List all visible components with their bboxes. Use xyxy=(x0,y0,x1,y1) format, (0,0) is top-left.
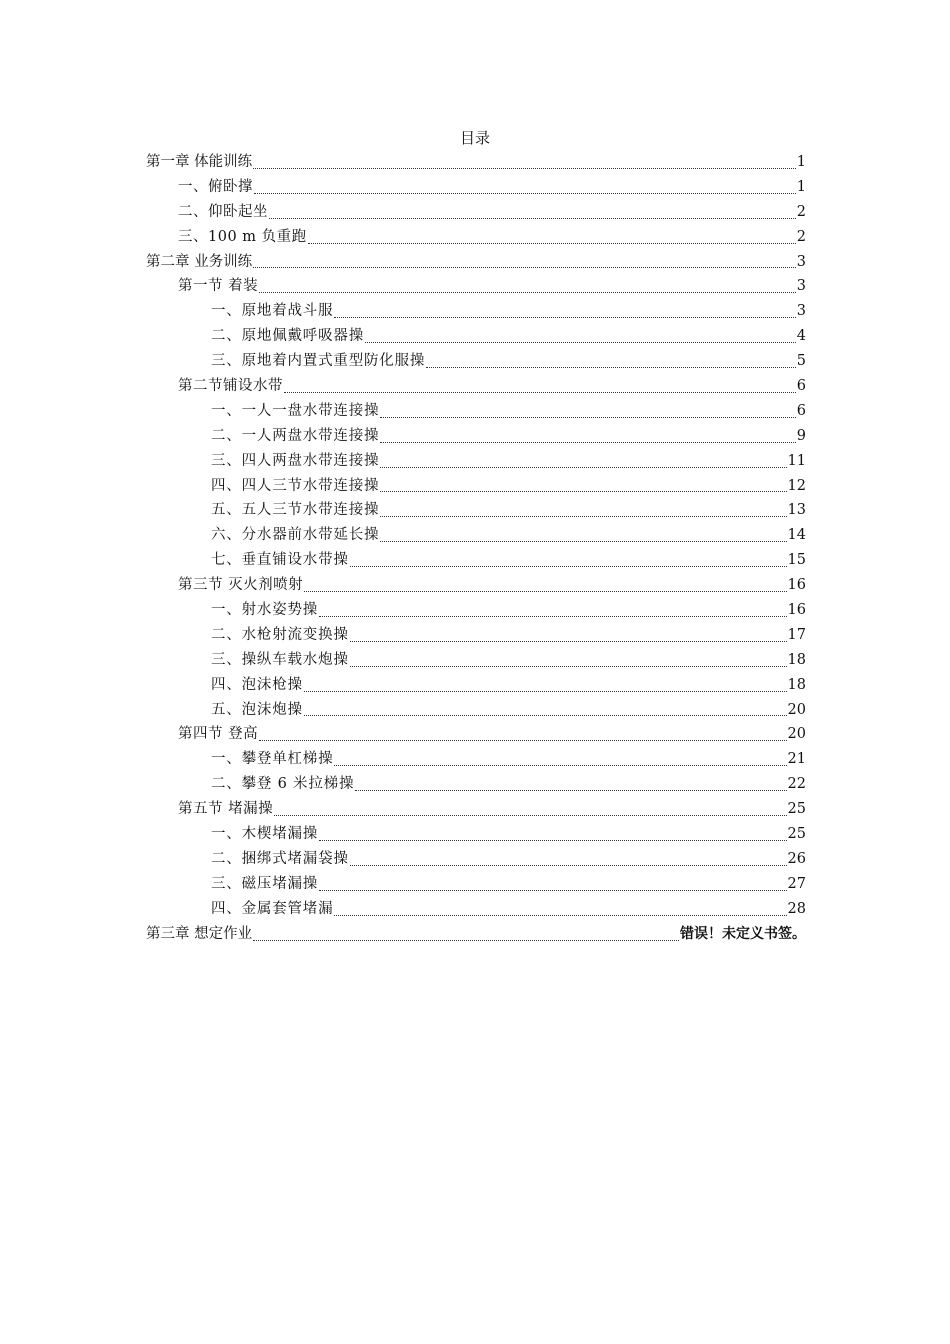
toc-entry-label: 二、捆绑式堵漏袋操 xyxy=(211,850,349,867)
toc-entry[interactable] xyxy=(146,722,806,747)
toc-entry-label: 五、泡沫炮操 xyxy=(211,701,303,718)
toc-entry[interactable] xyxy=(146,648,806,673)
toc-entry-page-number: 20 xyxy=(787,726,806,743)
toc-entry-label: 一、原地着战斗服 xyxy=(211,303,334,320)
toc-entry-page-number: 25 xyxy=(787,801,806,818)
toc-entry-label: 第五节 堵漏操 xyxy=(178,801,274,818)
toc-entry[interactable] xyxy=(146,673,806,698)
toc-entry-label: 四、泡沫枪操 xyxy=(211,676,303,693)
toc-entry[interactable] xyxy=(146,150,806,175)
toc-entry-page-number: 1 xyxy=(796,178,806,195)
dot-leader xyxy=(319,616,786,617)
toc-entry[interactable] xyxy=(146,598,806,623)
toc-entry-page-number: 6 xyxy=(796,378,806,395)
toc-entry-label: 第二章 业务训练 xyxy=(146,253,253,270)
toc-entry[interactable] xyxy=(146,498,806,523)
toc-entry-page-number: 21 xyxy=(787,751,806,768)
toc-entry-label: 三、原地着内置式重型防化服操 xyxy=(211,353,426,370)
toc-entry-label: 第四节 登高 xyxy=(178,726,259,743)
toc-entry-page-number: 25 xyxy=(787,826,806,843)
dot-leader xyxy=(350,666,787,667)
toc-entry-page-number: 17 xyxy=(787,626,806,643)
dot-leader xyxy=(380,491,786,492)
toc-entry[interactable] xyxy=(146,872,806,897)
toc-entry-label: 三、操纵车载水炮操 xyxy=(211,651,349,668)
dot-leader xyxy=(319,890,786,891)
toc-entry-label: 三、100 m 负重跑 xyxy=(178,228,307,245)
dot-leader xyxy=(350,641,787,642)
toc-entry[interactable] xyxy=(146,424,806,449)
toc-entry-page-number: 5 xyxy=(796,353,806,370)
toc-entry-label: 二、原地佩戴呼吸器操 xyxy=(211,328,364,345)
dot-leader xyxy=(259,292,796,293)
dot-leader xyxy=(274,815,786,816)
toc-entry[interactable] xyxy=(146,747,806,772)
toc-entry-page-number: 20 xyxy=(787,701,806,718)
toc-entry[interactable] xyxy=(146,922,806,947)
toc-entry-label: 第一节 着装 xyxy=(178,278,259,295)
toc-entry-label: 三、四人两盘水带连接操 xyxy=(211,452,380,469)
toc-entry[interactable] xyxy=(146,274,806,299)
dot-leader xyxy=(253,168,796,169)
dot-leader xyxy=(350,566,787,567)
toc-entry-label: 第三节 灭火剂喷射 xyxy=(178,577,304,594)
toc-entry[interactable] xyxy=(146,449,806,474)
toc-entry-label: 四、四人三节水带连接操 xyxy=(211,477,380,494)
toc-entry[interactable] xyxy=(146,374,806,399)
toc-entry-page-number: 11 xyxy=(787,452,806,469)
toc-entry[interactable] xyxy=(146,797,806,822)
toc-entry[interactable] xyxy=(146,175,806,200)
toc-entry-page-number: 12 xyxy=(787,477,806,494)
toc-entry-page-number: 2 xyxy=(796,203,806,220)
dot-leader xyxy=(334,317,795,318)
toc-entry-page-number: 6 xyxy=(796,402,806,419)
dot-leader xyxy=(253,267,796,268)
toc-entry-label: 第三章 想定作业 xyxy=(146,925,253,942)
toc-entry-page-number: 16 xyxy=(787,602,806,619)
toc-entry-page-number: 3 xyxy=(796,253,806,270)
toc-entry-label: 二、水枪射流变换操 xyxy=(211,626,349,643)
dot-leader xyxy=(380,467,786,468)
toc-entry-error-text: 错误！未定义书签。 xyxy=(680,925,806,942)
table-of-contents xyxy=(146,150,806,947)
toc-entry-page-number: 26 xyxy=(787,850,806,867)
toc-entry-page-number: 3 xyxy=(796,278,806,295)
dot-leader xyxy=(304,591,786,592)
dot-leader xyxy=(426,367,796,368)
dot-leader xyxy=(350,865,787,866)
toc-entry-label: 第二节铺设水带 xyxy=(178,378,283,395)
toc-entry-label: 一、俯卧撑 xyxy=(178,178,253,195)
toc-entry-label: 四、金属套管堵漏 xyxy=(211,900,334,917)
toc-entry-label: 第一章 体能训练 xyxy=(146,154,253,170)
toc-entry-page-number: 28 xyxy=(787,900,806,917)
dot-leader xyxy=(365,342,796,343)
toc-entry-page-number: 16 xyxy=(787,577,806,594)
toc-entry[interactable] xyxy=(146,225,806,250)
dot-leader xyxy=(319,840,786,841)
dot-leader xyxy=(380,417,795,418)
toc-entry-page-number: 2 xyxy=(796,228,806,245)
toc-entry[interactable] xyxy=(146,623,806,648)
toc-entry-page-number: 9 xyxy=(796,427,806,444)
toc-entry[interactable] xyxy=(146,822,806,847)
dot-leader xyxy=(304,691,787,692)
toc-entry-label: 二、仰卧起坐 xyxy=(178,203,268,220)
toc-entry[interactable] xyxy=(146,772,806,797)
toc-entry-label: 一、一人一盘水带连接操 xyxy=(211,402,380,419)
toc-entry-label: 一、射水姿势操 xyxy=(211,602,319,619)
toc-entry-page-number: 18 xyxy=(787,651,806,668)
toc-entry-page-number: 1 xyxy=(796,154,806,170)
toc-entry-label: 二、一人两盘水带连接操 xyxy=(211,427,380,444)
dot-leader xyxy=(259,740,786,741)
toc-entry-label: 二、攀登 6 米拉梯操 xyxy=(211,776,355,793)
toc-entry-page-number: 14 xyxy=(787,527,806,544)
toc-entry[interactable] xyxy=(146,573,806,598)
dot-leader xyxy=(308,243,796,244)
toc-entry[interactable] xyxy=(146,399,806,424)
dot-leader xyxy=(284,392,796,393)
toc-entry[interactable] xyxy=(146,200,806,225)
toc-entry[interactable] xyxy=(146,523,806,548)
dot-leader xyxy=(334,915,786,916)
toc-entry[interactable] xyxy=(146,324,806,349)
toc-entry[interactable] xyxy=(146,250,806,275)
dot-leader xyxy=(380,516,786,517)
dot-leader xyxy=(355,790,786,791)
toc-entry-page-number: 18 xyxy=(787,676,806,693)
toc-entry[interactable] xyxy=(146,474,806,499)
dot-leader xyxy=(253,940,679,941)
toc-entry[interactable] xyxy=(146,897,806,922)
toc-entry-label: 三、磁压堵漏操 xyxy=(211,875,319,892)
toc-entry[interactable] xyxy=(146,299,806,324)
toc-entry-page-number: 22 xyxy=(787,776,806,793)
toc-entry[interactable] xyxy=(146,349,806,374)
dot-leader xyxy=(269,218,796,219)
toc-entry-page-number: 13 xyxy=(787,502,806,519)
dot-leader xyxy=(304,715,787,716)
toc-title: 目录 xyxy=(459,129,490,147)
dot-leader xyxy=(254,193,796,194)
toc-entry[interactable] xyxy=(146,548,806,573)
toc-entry-label: 五、五人三节水带连接操 xyxy=(211,502,380,519)
toc-entry-page-number: 3 xyxy=(796,303,806,320)
toc-entry-page-number: 15 xyxy=(787,552,806,569)
dot-leader xyxy=(380,541,786,542)
dot-leader xyxy=(334,765,786,766)
toc-entry[interactable] xyxy=(146,847,806,872)
dot-leader xyxy=(380,442,795,443)
toc-entry-label: 六、分水器前水带延长操 xyxy=(211,527,380,544)
toc-entry-label: 七、垂直铺设水带操 xyxy=(211,552,349,569)
toc-entry-label: 一、木楔堵漏操 xyxy=(211,826,319,843)
toc-entry-page-number: 27 xyxy=(787,875,806,892)
toc-entry-label: 一、攀登单杠梯操 xyxy=(211,751,334,768)
toc-entry[interactable] xyxy=(146,698,806,723)
toc-entry-page-number: 4 xyxy=(796,328,806,345)
